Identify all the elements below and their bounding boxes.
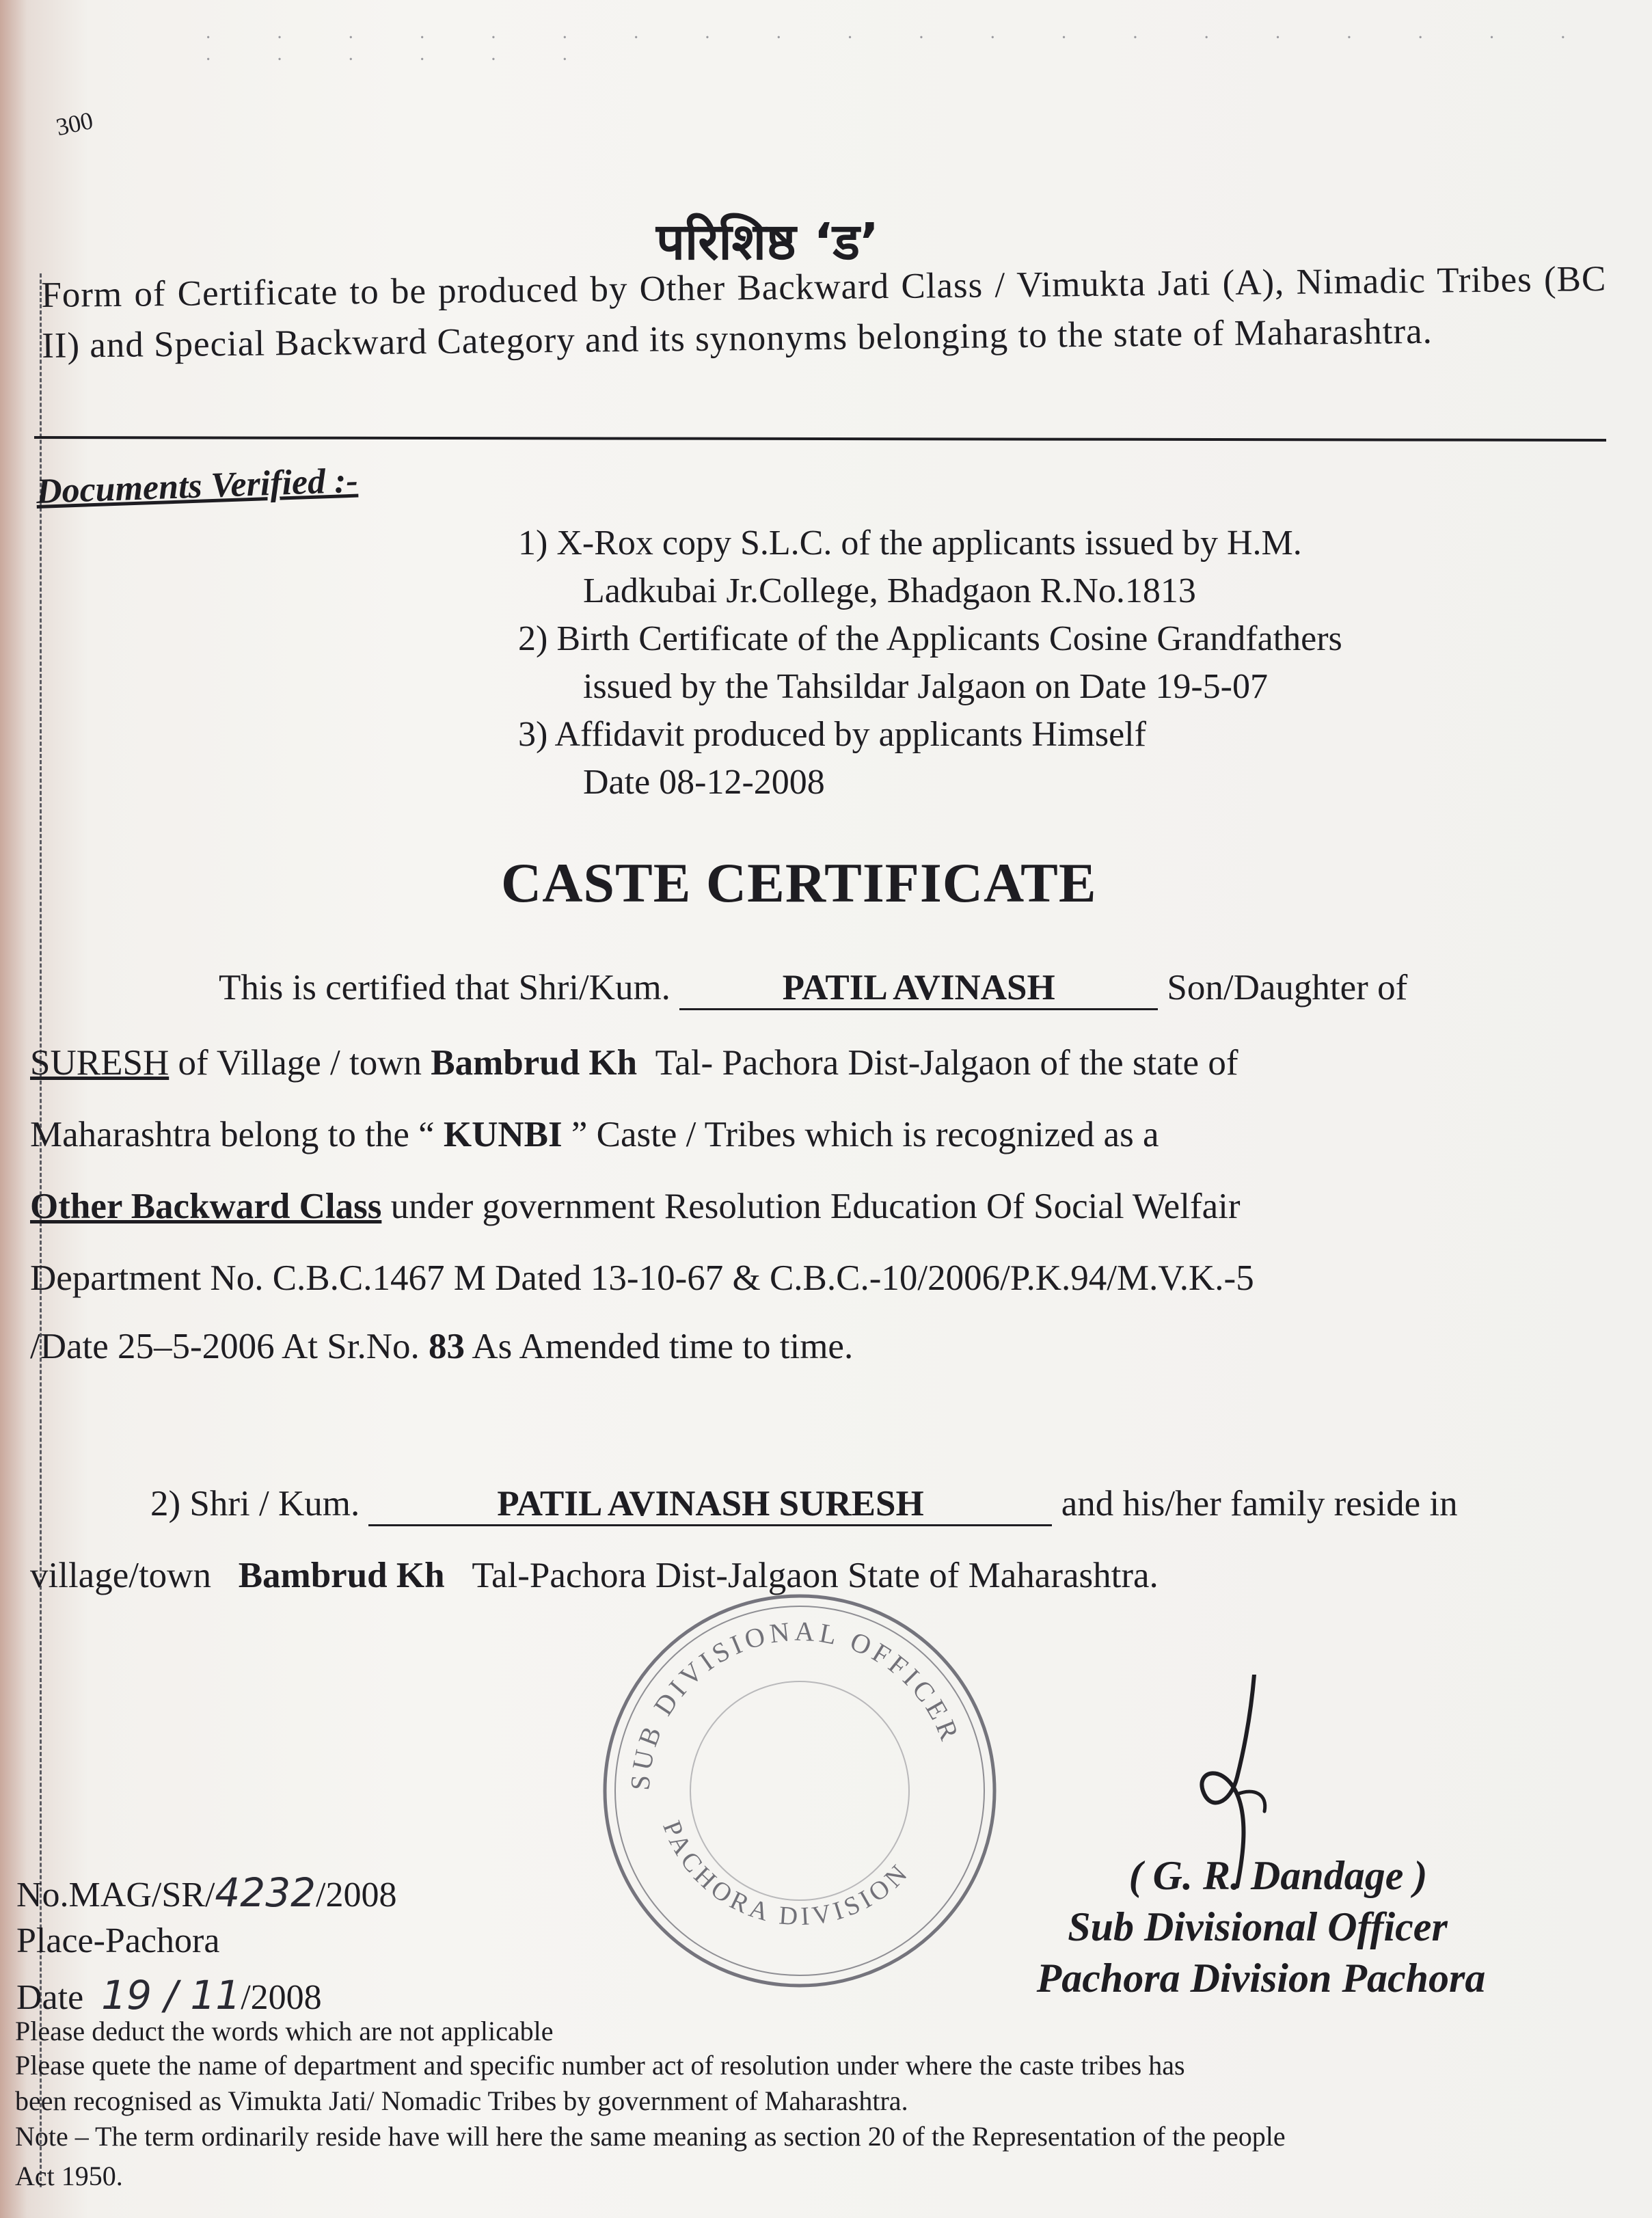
father-name: SURESH [30, 1043, 170, 1083]
serial-number: 83 [428, 1327, 465, 1366]
document-item-detail: issued by the Tahsildar Jalgaon on Date 19-5-07 [583, 667, 1268, 706]
svg-text:PACHORA DIVISION [657, 1817, 915, 1931]
certificate-line-1: This is certified that Shri/Kum. PATIL AVINASH Son/Daughter of [219, 967, 1407, 1010]
seal-bottom-text: PACHORA DIVISION [657, 1817, 916, 1932]
category-name: Other Backward Class [30, 1187, 382, 1226]
signatory-title: Sub Divisional Officer [1068, 1904, 1448, 1949]
issue-date: Date 19 / 11/2008 [16, 1972, 322, 2018]
certificate-line-2: SURESH of Village / town Bambrud Kh Tal- Pachora Dist-Jalgaon of the state of [30, 1043, 1238, 1083]
signatory-office: Pachora Division Pachora [1036, 1956, 1486, 2001]
certificate-title: CASTE CERTIFICATE [501, 852, 1097, 914]
caste-name: KUNBI [443, 1115, 563, 1154]
scan-artifact-dots: · · · · · · · · · · · · · · · · · · · · · · · · · · [205, 27, 1597, 70]
document-item: 1) X-Rox copy S.L.C. of the applicants issued by H.M. [518, 524, 1302, 563]
documents-heading: Documents Verified :- [36, 461, 359, 511]
certificate-line-5: Department No. C.B.C.1467 M Dated 13-10-67 & C.B.C.-10/2006/P.K.94/M.V.K.-5 [30, 1258, 1254, 1298]
resident-village: Bambrud Kh [238, 1556, 445, 1595]
place: Place-Pachora [16, 1921, 220, 1960]
footnote-3: been recognised as Vimukta Jati/ Nomadic Tribes by government of Maharashtra. [15, 2085, 908, 2116]
document-item: 3) Affidavit produced by applicants Himself [518, 715, 1146, 754]
residence-line-1: 2) Shri / Kum. PATIL AVINASH SURESH and his/her family reside in [150, 1483, 1458, 1526]
footnote-4: Note – The term ordinarily reside have will here the same meaning as section 20 of the Representation of the people [15, 2121, 1286, 2152]
certificate-line-6: /Date 25–5-2006 At Sr.No. 83 As Amended time to time. [30, 1327, 854, 1366]
divider-rule [34, 436, 1606, 442]
appendix-title: परिशिष्ठ ‘ड’ [656, 213, 880, 271]
seal-top-text: SUB DIVISIONAL OFFICER [624, 1615, 966, 1791]
corner-number: 300 [53, 106, 96, 141]
reference-number: No.MAG/SR/4232/2008 [16, 1869, 397, 1916]
document-item-detail: Ladkubai Jr.College, Bhadgaon R.No.1813 [583, 571, 1196, 610]
footnote-2: Please quete the name of department and specific number act of resolution under where the caste tribes has [15, 2050, 1185, 2081]
footnote-5: Act 1950. [15, 2161, 123, 2191]
certificate-line-3: Maharashtra belong to the “ KUNBI ” Caste / Tribes which is recognized as a [30, 1115, 1159, 1154]
footnote-1: Please deduct the words which are not applicable [15, 2016, 554, 2046]
resident-name: PATIL AVINASH SURESH [368, 1483, 1052, 1526]
documents-list [518, 519, 1342, 807]
village-name: Bambrud Kh [431, 1043, 638, 1083]
document-item-detail: Date 08-12-2008 [583, 763, 825, 802]
applicant-name: PATIL AVINASH [679, 967, 1158, 1010]
residence-line-2: village/town Bambrud Kh Tal-Pachora Dist-Jalgaon State of Maharashtra. [30, 1556, 1159, 1595]
signatory-name: ( G. R. Dandage ) [1128, 1853, 1428, 1898]
handwritten-number: 4232 [215, 1869, 316, 1916]
certificate-line-4: Other Backward Class under government Resolution Education Of Social Welfair [30, 1187, 1241, 1226]
office-seal-stamp [588, 1565, 1012, 1989]
handwritten-date: 19 / 11 [101, 1972, 241, 2018]
form-intro: Form of Certificate to be produced by Other Backward Class / Vimukta Jati (A), Nimadic Tribes (BC II) and Special Backward Category and its synonyms belonging to the state of Maharashtra. [41, 259, 1607, 366]
document-item: 2) Birth Certificate of the Applicants Cosine Grandfathers [518, 619, 1342, 658]
